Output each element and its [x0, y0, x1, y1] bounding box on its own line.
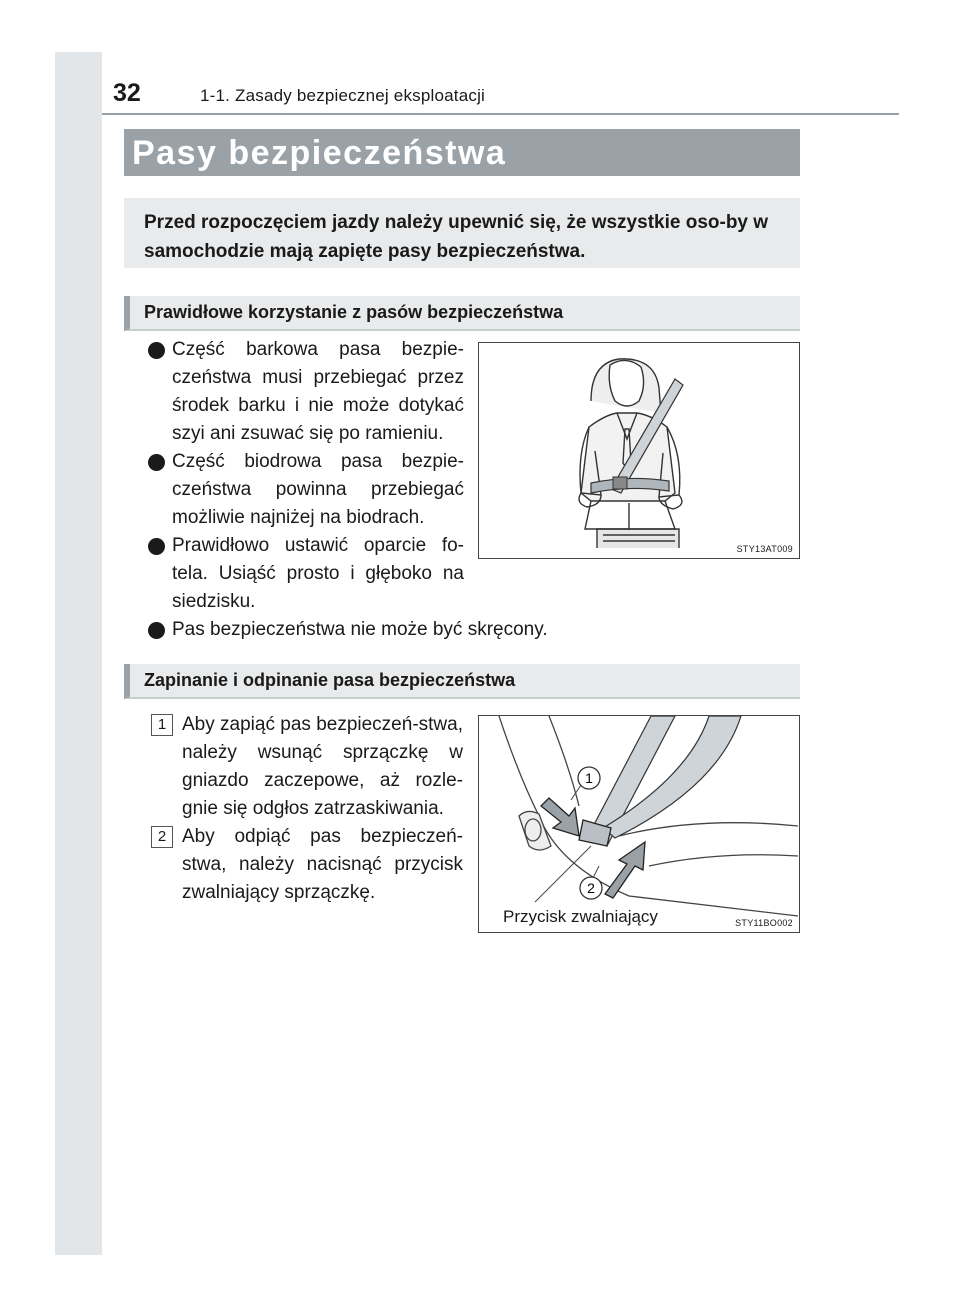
header-rule — [102, 113, 899, 115]
figure-label-release-button: Przycisk zwalniający — [503, 907, 658, 926]
step-number: 2 — [151, 826, 173, 848]
bullet-icon — [148, 342, 165, 359]
page-title: Pasy bezpieczeństwa — [132, 134, 507, 172]
step-item: 1 Aby zapiąć pas bezpieczeń-stwa, należy wsunąć sprzączkę w gniazdo zaczepowe, aż rozle-gnie się odgłos zatrzaskiwania. — [151, 711, 463, 823]
bullet-item: Część barkowa pasa bezpie-czeństwa musi przebiegać przez środek barku i nie może dotykać szyi ani zsuwać się po ramieniu. — [148, 336, 464, 448]
bullet-item: Część biodrowa pasa bezpie-czeństwa powinna przebiegać możliwie najniżej na biodrach. — [148, 448, 464, 532]
callout-2: 2 — [587, 880, 595, 896]
page-number: 32 — [113, 79, 141, 107]
figure-code: STY13AT009 — [736, 544, 793, 554]
buckle-illustration — [479, 716, 798, 931]
bullet-icon — [148, 538, 165, 555]
section-title-usage: Prawidłowe korzystanie z pasów bezpieczeństwa — [144, 302, 564, 322]
bullet-item: Pas bezpieczeństwa nie może być skręcony. — [148, 616, 788, 644]
section-title-fastening: Zapinanie i odpinanie pasa bezpieczeństwa — [144, 670, 516, 690]
callout-1: 1 — [585, 770, 593, 786]
side-strip — [55, 52, 102, 1255]
step-number: 1 — [151, 714, 173, 736]
bullet-icon — [148, 454, 165, 471]
bullet-item: Prawidłowo ustawić oparcie fo-tela. Usiąść prosto i głęboko na siedzisku. — [148, 532, 464, 616]
running-header: 1-1. Zasady bezpiecznej eksploatacji — [200, 86, 486, 105]
seated-person-with-belt-illustration — [479, 343, 798, 557]
figure-buckle — [478, 715, 800, 933]
figure-seated-person — [478, 342, 800, 559]
figure-code: STY11BO002 — [735, 918, 793, 928]
step-item: 2 Aby odpiąć pas bezpieczeń-stwa, należy nacisnąć przycisk zwalniający sprzączkę. — [151, 823, 463, 907]
intro-text: Przed rozpoczęciem jazdy należy upewnić się, że wszystkie oso-by w samochodzie mają zapięte pasy bezpieczeństwa. — [144, 212, 769, 262]
bullet-icon — [148, 622, 165, 639]
